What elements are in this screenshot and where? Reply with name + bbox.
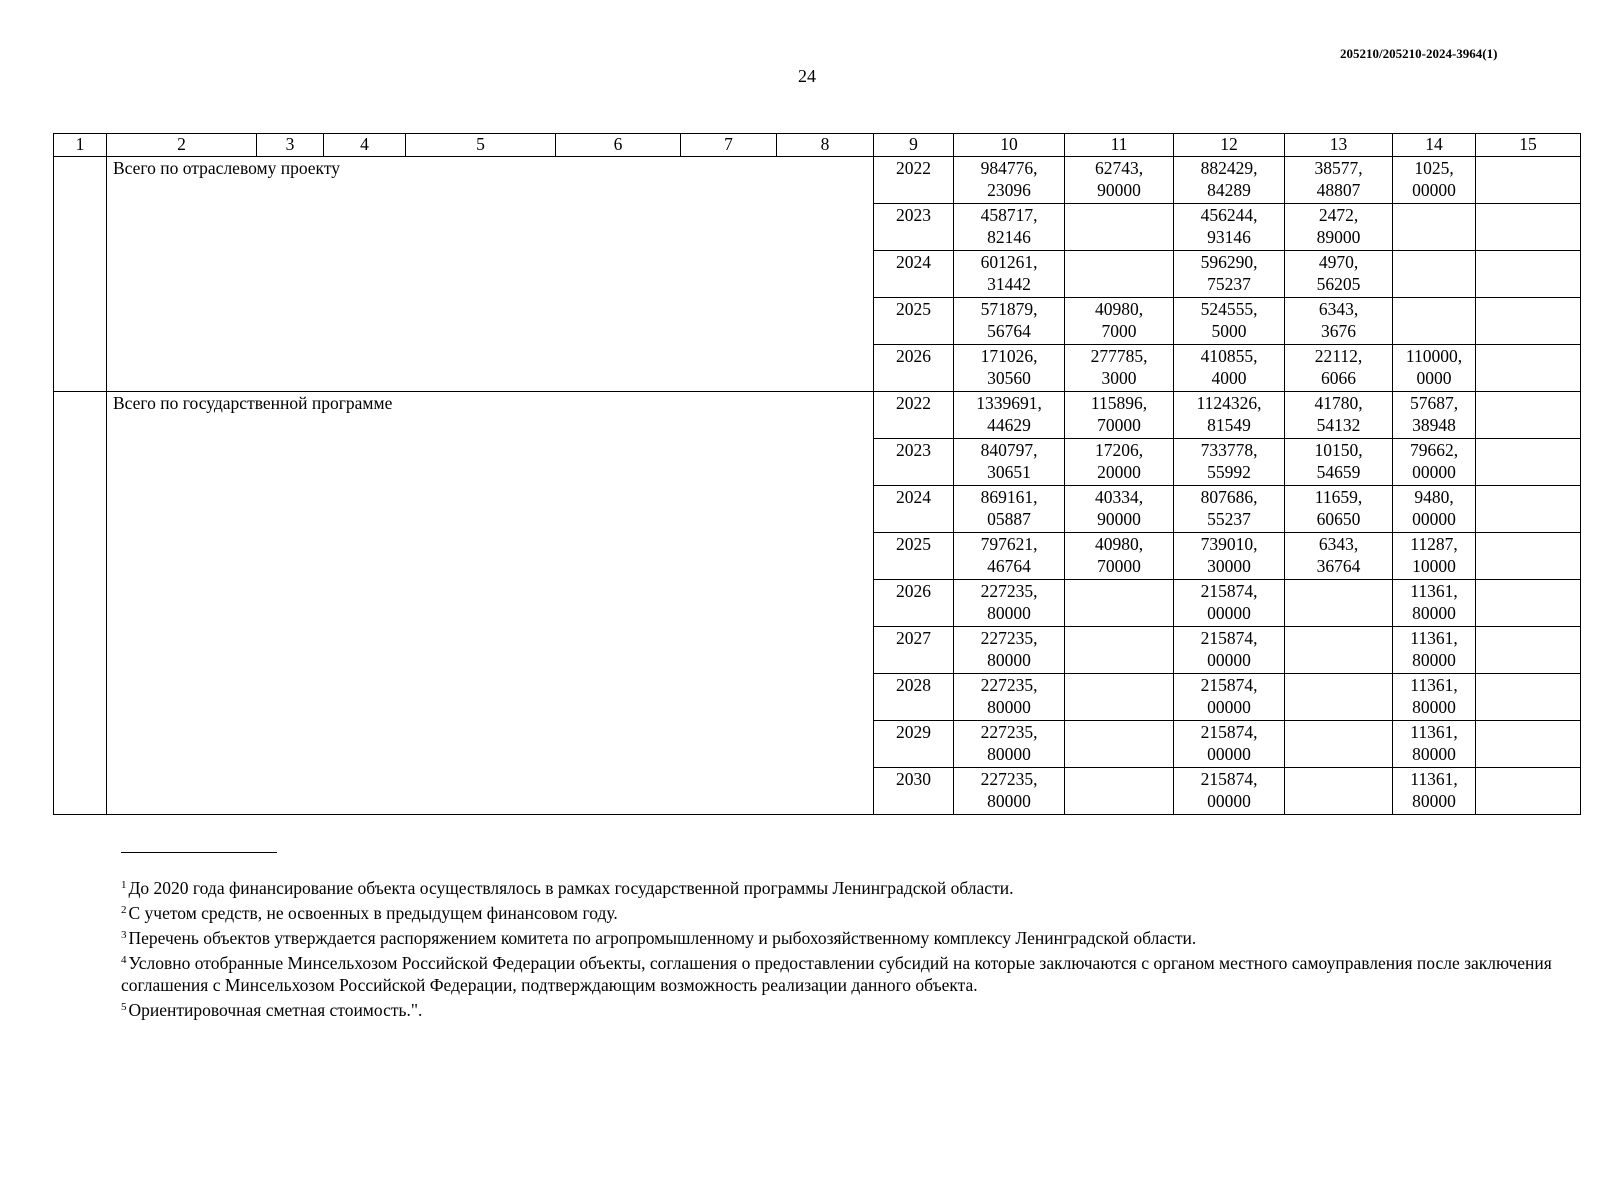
- value-cell: 6343, 36764: [1285, 533, 1393, 580]
- value-cell: [1476, 486, 1581, 533]
- column-number: 8: [777, 134, 874, 157]
- value-cell: 57687, 38948: [1393, 392, 1476, 439]
- year-cell: 2022: [874, 157, 954, 204]
- footnote-number: 3: [121, 929, 127, 941]
- value-cell: 739010, 30000: [1174, 533, 1285, 580]
- year-cell: 2025: [874, 298, 954, 345]
- year-cell: 2023: [874, 439, 954, 486]
- value-cell: 41780, 54132: [1285, 392, 1393, 439]
- column-number: 13: [1285, 134, 1393, 157]
- value-cell: 797621, 46764: [954, 533, 1065, 580]
- footnote: [121, 899, 1581, 924]
- value-cell: 10150, 54659: [1285, 439, 1393, 486]
- value-cell: 1339691, 44629: [954, 392, 1065, 439]
- footnote-number: 5: [121, 1001, 127, 1013]
- column-number: 7: [681, 134, 777, 157]
- column-number: 15: [1476, 134, 1581, 157]
- column-number: 9: [874, 134, 954, 157]
- value-cell: [1476, 204, 1581, 251]
- year-cell: 2030: [874, 768, 954, 815]
- value-cell: [1476, 768, 1581, 815]
- value-cell: [1476, 580, 1581, 627]
- footnote-text: До 2020 года финансирование объекта осуществлялось в рамках государственной программы Ленинградской области.: [128, 878, 1014, 898]
- value-cell: [1285, 768, 1393, 815]
- footnote: [121, 996, 1581, 1021]
- value-cell: [1285, 674, 1393, 721]
- value-cell: [1476, 721, 1581, 768]
- value-cell: [1476, 298, 1581, 345]
- footnote: [121, 949, 1581, 996]
- value-cell: [1065, 251, 1174, 298]
- value-cell: 40980, 70000: [1065, 533, 1174, 580]
- value-cell: 215874, 00000: [1174, 580, 1285, 627]
- value-cell: 40334, 90000: [1065, 486, 1174, 533]
- column-number: 1: [54, 134, 107, 157]
- value-cell: 277785, 3000: [1065, 345, 1174, 392]
- value-cell: 571879, 56764: [954, 298, 1065, 345]
- value-cell: 840797, 30651: [954, 439, 1065, 486]
- column-number: 10: [954, 134, 1065, 157]
- footnote-number: 4: [121, 954, 127, 966]
- value-cell: 984776, 23096: [954, 157, 1065, 204]
- value-cell: 227235, 80000: [954, 674, 1065, 721]
- value-cell: 11287, 10000: [1393, 533, 1476, 580]
- value-cell: 227235, 80000: [954, 580, 1065, 627]
- value-cell: [1476, 157, 1581, 204]
- value-cell: 11659, 60650: [1285, 486, 1393, 533]
- value-cell: 1025, 00000: [1393, 157, 1476, 204]
- value-cell: 869161, 05887: [954, 486, 1065, 533]
- value-cell: [1065, 768, 1174, 815]
- value-cell: 227235, 80000: [954, 768, 1065, 815]
- column-number: 12: [1174, 134, 1285, 157]
- footnote-text: Ориентировочная сметная стоимость.".: [128, 1000, 423, 1020]
- document-id: 205210/205210-2024-3964(1): [1340, 46, 1498, 61]
- value-cell: 2472, 89000: [1285, 204, 1393, 251]
- value-cell: 456244, 93146: [1174, 204, 1285, 251]
- value-cell: 215874, 00000: [1174, 674, 1285, 721]
- year-cell: 2026: [874, 345, 954, 392]
- value-cell: 4970, 56205: [1285, 251, 1393, 298]
- value-cell: 6343, 3676: [1285, 298, 1393, 345]
- value-cell: [1476, 627, 1581, 674]
- value-cell: 524555, 5000: [1174, 298, 1285, 345]
- value-cell: 601261, 31442: [954, 251, 1065, 298]
- footnote-number: 2: [121, 904, 127, 916]
- page-number: 24: [798, 66, 816, 86]
- value-cell: 882429, 84289: [1174, 157, 1285, 204]
- value-cell: 807686, 55237: [1174, 486, 1285, 533]
- column-number: 2: [107, 134, 257, 157]
- value-cell: [1065, 674, 1174, 721]
- year-cell: 2026: [874, 580, 954, 627]
- footnote-separator: [121, 852, 277, 853]
- table-row: [54, 157, 1581, 204]
- financing-table: [53, 133, 1581, 815]
- value-cell: 38577, 48807: [1285, 157, 1393, 204]
- value-cell: [1065, 721, 1174, 768]
- value-cell: [1393, 298, 1476, 345]
- year-cell: 2022: [874, 392, 954, 439]
- value-cell: 115896, 70000: [1065, 392, 1174, 439]
- value-cell: 458717, 82146: [954, 204, 1065, 251]
- footnote: [121, 874, 1581, 899]
- value-cell: 215874, 00000: [1174, 627, 1285, 674]
- year-cell: 2023: [874, 204, 954, 251]
- value-cell: 11361, 80000: [1393, 768, 1476, 815]
- value-cell: 11361, 80000: [1393, 580, 1476, 627]
- value-cell: 596290, 75237: [1174, 251, 1285, 298]
- value-cell: 62743, 90000: [1065, 157, 1174, 204]
- value-cell: [1393, 204, 1476, 251]
- column-number-row: [54, 134, 1581, 157]
- value-cell: 215874, 00000: [1174, 768, 1285, 815]
- value-cell: [1476, 533, 1581, 580]
- value-cell: [1285, 627, 1393, 674]
- value-cell: [1476, 439, 1581, 486]
- column-number: 11: [1065, 134, 1174, 157]
- value-cell: 22112, 6066: [1285, 345, 1393, 392]
- value-cell: [1393, 251, 1476, 298]
- value-cell: [1476, 674, 1581, 721]
- year-cell: 2024: [874, 251, 954, 298]
- row-number-cell: [54, 392, 107, 815]
- value-cell: 171026, 30560: [954, 345, 1065, 392]
- year-cell: 2029: [874, 721, 954, 768]
- column-number: 14: [1393, 134, 1476, 157]
- year-cell: 2027: [874, 627, 954, 674]
- footnotes: [121, 874, 1581, 1021]
- value-cell: 79662, 00000: [1393, 439, 1476, 486]
- footnote-number: 1: [121, 879, 127, 891]
- value-cell: 9480, 00000: [1393, 486, 1476, 533]
- table-row: [54, 392, 1581, 439]
- value-cell: [1285, 721, 1393, 768]
- footnote-text: Условно отобранные Минсельхозом Российской Федерации объекты, соглашения о предоставлении субсидий на которые заключаются с органом местного самоуправления после заключения соглашения с Минсельхозом Российской Федерации, подтверждающим возможность реализации данного объекта.: [121, 953, 1552, 995]
- section-title: Всего по государственной программе: [107, 392, 874, 815]
- value-cell: [1476, 392, 1581, 439]
- value-cell: [1476, 251, 1581, 298]
- year-cell: 2025: [874, 533, 954, 580]
- value-cell: 40980, 7000: [1065, 298, 1174, 345]
- row-number-cell: [54, 157, 107, 392]
- column-number: 4: [324, 134, 406, 157]
- value-cell: 11361, 80000: [1393, 674, 1476, 721]
- value-cell: [1476, 345, 1581, 392]
- value-cell: 215874, 00000: [1174, 721, 1285, 768]
- value-cell: [1065, 204, 1174, 251]
- value-cell: 110000, 0000: [1393, 345, 1476, 392]
- value-cell: 733778, 55992: [1174, 439, 1285, 486]
- section-title: Всего по отраслевому проекту: [107, 157, 874, 392]
- footnote: [121, 924, 1581, 949]
- column-number: 3: [257, 134, 324, 157]
- value-cell: 17206, 20000: [1065, 439, 1174, 486]
- footnote-text: С учетом средств, не освоенных в предыдущем финансовом году.: [128, 903, 618, 923]
- footnote-text: Перечень объектов утверждается распоряжением комитета по агропромышленному и рыбохозяйственному комплексу Ленинградской области.: [128, 928, 1197, 948]
- column-number: 6: [556, 134, 681, 157]
- value-cell: 1124326, 81549: [1174, 392, 1285, 439]
- value-cell: 227235, 80000: [954, 721, 1065, 768]
- value-cell: 227235, 80000: [954, 627, 1065, 674]
- column-number: 5: [406, 134, 556, 157]
- value-cell: 410855, 4000: [1174, 345, 1285, 392]
- value-cell: [1065, 580, 1174, 627]
- year-cell: 2028: [874, 674, 954, 721]
- value-cell: 11361, 80000: [1393, 721, 1476, 768]
- value-cell: [1285, 580, 1393, 627]
- value-cell: [1065, 627, 1174, 674]
- value-cell: 11361, 80000: [1393, 627, 1476, 674]
- year-cell: 2024: [874, 486, 954, 533]
